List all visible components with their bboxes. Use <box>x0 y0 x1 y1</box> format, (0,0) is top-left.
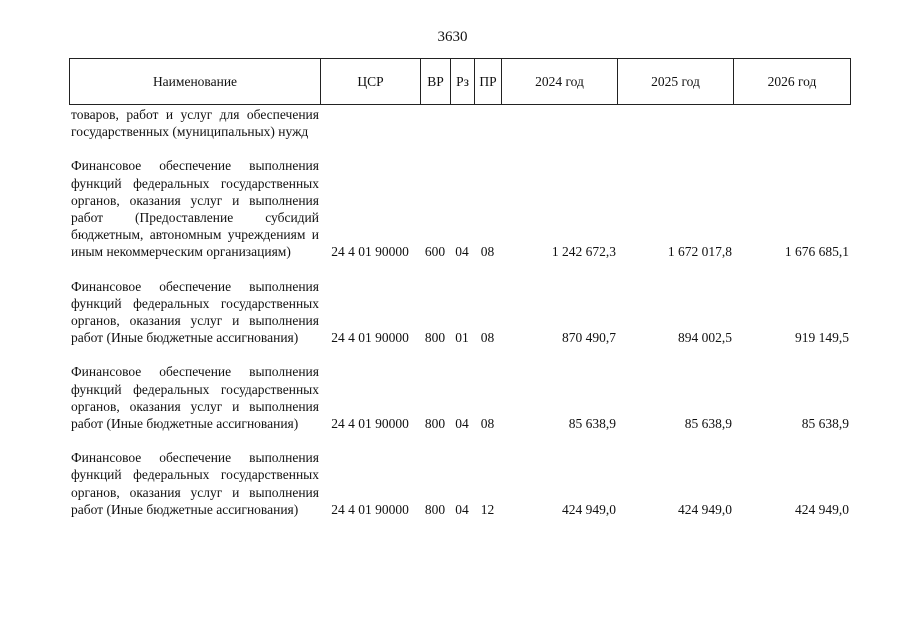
row-csr: 24 4 01 90000 <box>331 501 409 517</box>
row-2026: 85 638,9 <box>801 416 849 432</box>
table-header <box>69 58 851 105</box>
row-2024: 870 490,7 <box>562 330 616 346</box>
table-row <box>69 261 850 347</box>
table-row <box>69 346 850 432</box>
row-vr <box>420 106 450 140</box>
row-2025: 424 949,0 <box>678 501 732 517</box>
row-pr: 08 <box>480 244 495 260</box>
row-2024 <box>501 106 617 140</box>
row-rz: 01 <box>455 330 469 346</box>
row-vr: 800 <box>424 416 446 432</box>
row-vr: 800 <box>424 501 446 517</box>
row-name: Финансовое обеспечение выполнения функций федеральных государственных органов, оказания услуг и выполнения работ (Предоставление субсидий бюджетным, автономным учреждениям и иным некоммерческим организациям) <box>71 158 319 260</box>
row-rz <box>450 106 474 140</box>
row-pr <box>474 106 501 140</box>
row-pr: 08 <box>480 416 495 432</box>
row-2026: 1 676 685,1 <box>784 244 849 260</box>
row-2024: 85 638,9 <box>568 416 616 432</box>
row-2026: 424 949,0 <box>795 501 849 517</box>
row-2025: 1 672 017,8 <box>667 244 732 260</box>
row-2025: 894 002,5 <box>678 330 732 346</box>
row-rz: 04 <box>455 501 469 517</box>
row-csr: 24 4 01 90000 <box>331 244 409 260</box>
row-rz: 04 <box>455 416 469 432</box>
budget-table <box>69 106 850 518</box>
row-2026 <box>733 106 850 140</box>
column-header-2024: 2024 год <box>502 59 618 105</box>
row-vr: 600 <box>424 244 446 260</box>
row-pr: 08 <box>480 330 495 346</box>
table-row <box>69 106 850 140</box>
page-number: 3630 <box>437 29 468 45</box>
column-header-pr: ПР <box>475 59 502 105</box>
column-header-csr: ЦСР <box>321 59 421 105</box>
row-2024: 424 949,0 <box>562 501 616 517</box>
table-row <box>69 140 850 260</box>
row-name: Финансовое обеспечение выполнения функций федеральных государственных органов, оказания услуг и выполнения работ (Иные бюджетные ассигнования) <box>71 450 319 517</box>
row-name: товаров, работ и услуг для обеспечения государственных (муниципальных) нужд <box>71 107 319 140</box>
row-vr: 800 <box>424 330 446 346</box>
table-row <box>69 432 850 518</box>
row-2025: 85 638,9 <box>684 416 732 432</box>
row-csr: 24 4 01 90000 <box>331 330 409 346</box>
column-header-vr: ВР <box>421 59 451 105</box>
column-header-2026: 2026 год <box>734 59 851 105</box>
row-csr: 24 4 01 90000 <box>331 416 409 432</box>
column-header-name: Наименование <box>70 59 321 105</box>
row-2026: 919 149,5 <box>795 330 849 346</box>
row-name: Финансовое обеспечение выполнения функций федеральных государственных органов, оказания услуг и выполнения работ (Иные бюджетные ассигнования) <box>71 278 319 346</box>
column-header-rz: Рз <box>451 59 475 105</box>
row-name: Финансовое обеспечение выполнения функций федеральных государственных органов, оказания услуг и выполнения работ (Иные бюджетные ассигнования) <box>71 364 319 432</box>
column-header-2025: 2025 год <box>618 59 734 105</box>
row-csr <box>320 106 420 140</box>
row-2025 <box>617 106 733 140</box>
row-pr: 12 <box>480 501 495 517</box>
row-2024: 1 242 672,3 <box>551 244 616 260</box>
row-rz: 04 <box>455 244 469 260</box>
